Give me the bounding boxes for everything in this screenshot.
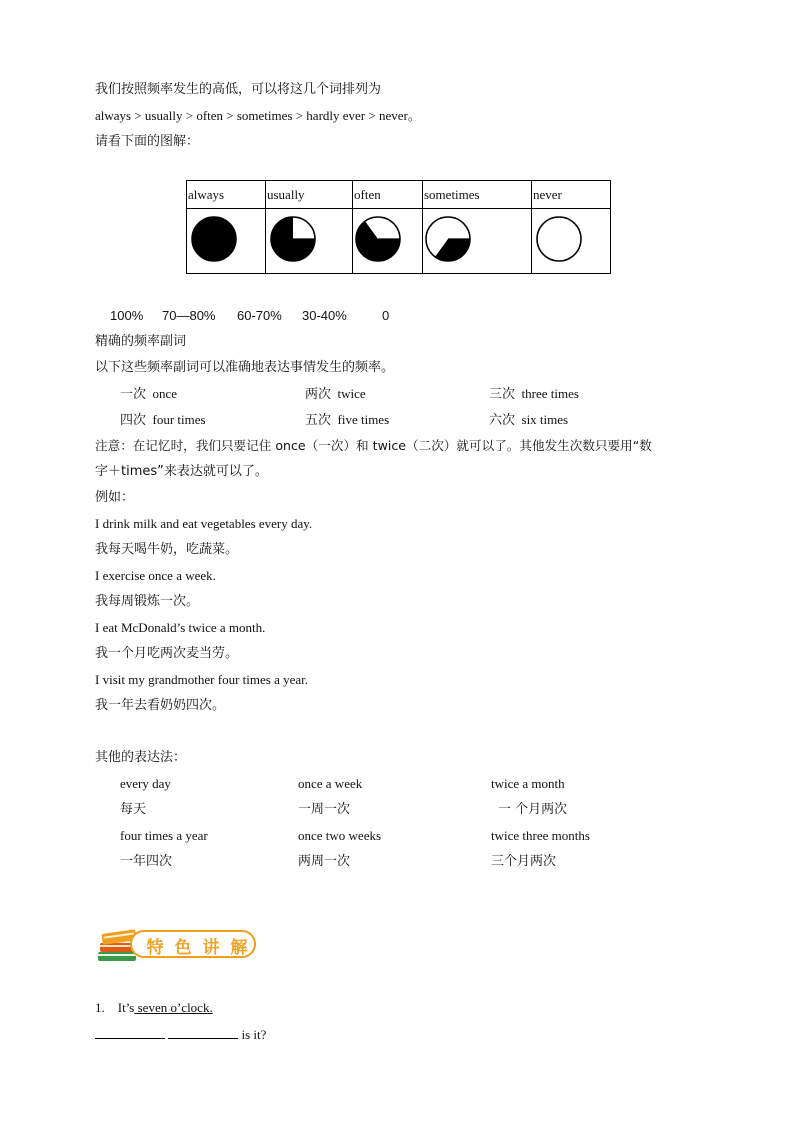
precise-item: 五次 five times [305, 412, 390, 428]
header-always: always [187, 181, 266, 209]
pie-never-icon [535, 215, 583, 263]
exercise-1-question [95, 1026, 266, 1043]
pie-cell-never [532, 209, 611, 274]
pie-cell-often [353, 209, 423, 274]
exercise-1 [95, 1000, 213, 1016]
section-badge [96, 924, 260, 966]
example-zh: 我每周锻炼一次。 [95, 594, 200, 609]
intro-line-1: 我们按照频率发生的高低，可以将这几个词排列为 [95, 82, 382, 97]
pie-sometimes-icon [424, 215, 472, 263]
precise-description: 以下这些频率副词可以准确地表达事情发生的频率。 [95, 360, 395, 375]
percent-always: 100% [110, 308, 144, 323]
pie-often-icon [354, 215, 402, 263]
other-cell: 一 个月两次 [498, 802, 568, 817]
pie-always-icon [190, 215, 238, 263]
example-zh: 我一个月吃两次麦当劳。 [95, 646, 239, 661]
percent-usually: 70—80% [162, 308, 216, 323]
pie-outline [537, 217, 581, 261]
frequency-table [186, 180, 611, 274]
precise-item: 三次 three times [489, 386, 579, 402]
precise-item: 六次 six times [489, 412, 569, 428]
pie-cell-always [187, 209, 266, 274]
other-cell: once two weeks [298, 828, 382, 843]
intro-line-3: 请看下面的图解： [95, 134, 200, 149]
header-never: never [532, 181, 611, 209]
answer-blank-1[interactable] [95, 1026, 165, 1039]
header-usually: usually [266, 181, 353, 209]
frequency-table-pie-row [187, 209, 611, 274]
percent-never: 0 [382, 308, 390, 323]
other-cell: four times a year [120, 828, 208, 843]
pie-outline [192, 217, 236, 261]
pie-cell-sometimes [423, 209, 532, 274]
other-heading: 其他的表达法： [95, 750, 187, 765]
exercise-prefix: It’s [117, 1000, 135, 1015]
other-cell: 一周一次 [298, 802, 351, 817]
percent-sometimes: 30-40% [302, 308, 347, 323]
frequency-table-header-row [187, 181, 611, 209]
example-en: I visit my grandmother four times a year. [95, 672, 309, 687]
answer-blank-2[interactable] [168, 1026, 238, 1039]
example-zh: 我每天喝牛奶，吃蔬菜。 [95, 542, 239, 557]
exercise-number: 1. [95, 1000, 105, 1015]
example-en: I drink milk and eat vegetables every day. [95, 516, 313, 531]
other-cell: once a week [298, 776, 363, 791]
examples-label: 例如： [95, 490, 135, 505]
pie-usually-icon [269, 215, 317, 263]
section-badge-title: 特 色 讲 解 [146, 938, 248, 958]
other-cell: 每天 [120, 802, 147, 817]
other-cell: twice a month [491, 776, 565, 791]
other-cell: 两周一次 [298, 854, 351, 869]
example-zh: 我一年去看奶奶四次。 [95, 698, 226, 713]
percent-often: 60-70% [237, 308, 282, 323]
other-cell: twice three months [491, 828, 590, 843]
question-suffix: is it? [238, 1027, 267, 1042]
note-line-1: 注意：在记忆时，我们只要记住 once（一次）和 twice（二次）就可以了。其他发生次数只要用“数 [95, 438, 652, 453]
example-en: I exercise once a week. [95, 568, 216, 583]
other-cell: 三个月两次 [491, 854, 557, 869]
note-line-2: 字＋times”来表达就可以了。 [95, 464, 268, 479]
other-cell: every day [120, 776, 171, 791]
header-sometimes: sometimes [423, 181, 532, 209]
example-en: I eat McDonald’s twice a month. [95, 620, 266, 635]
precise-item: 一次 once [120, 386, 178, 402]
pie-cell-usually [266, 209, 353, 274]
other-cell: 一年四次 [120, 854, 173, 869]
precise-heading: 精确的频率副词 [95, 334, 187, 349]
intro-line-2: always > usually > often > sometimes > hardly ever > never。 [95, 108, 421, 123]
precise-item: 四次 four times [120, 412, 206, 428]
header-often: often [353, 181, 423, 209]
precise-item: 两次 twice [305, 386, 366, 402]
exercise-underlined: seven o’clock. [134, 1000, 213, 1015]
